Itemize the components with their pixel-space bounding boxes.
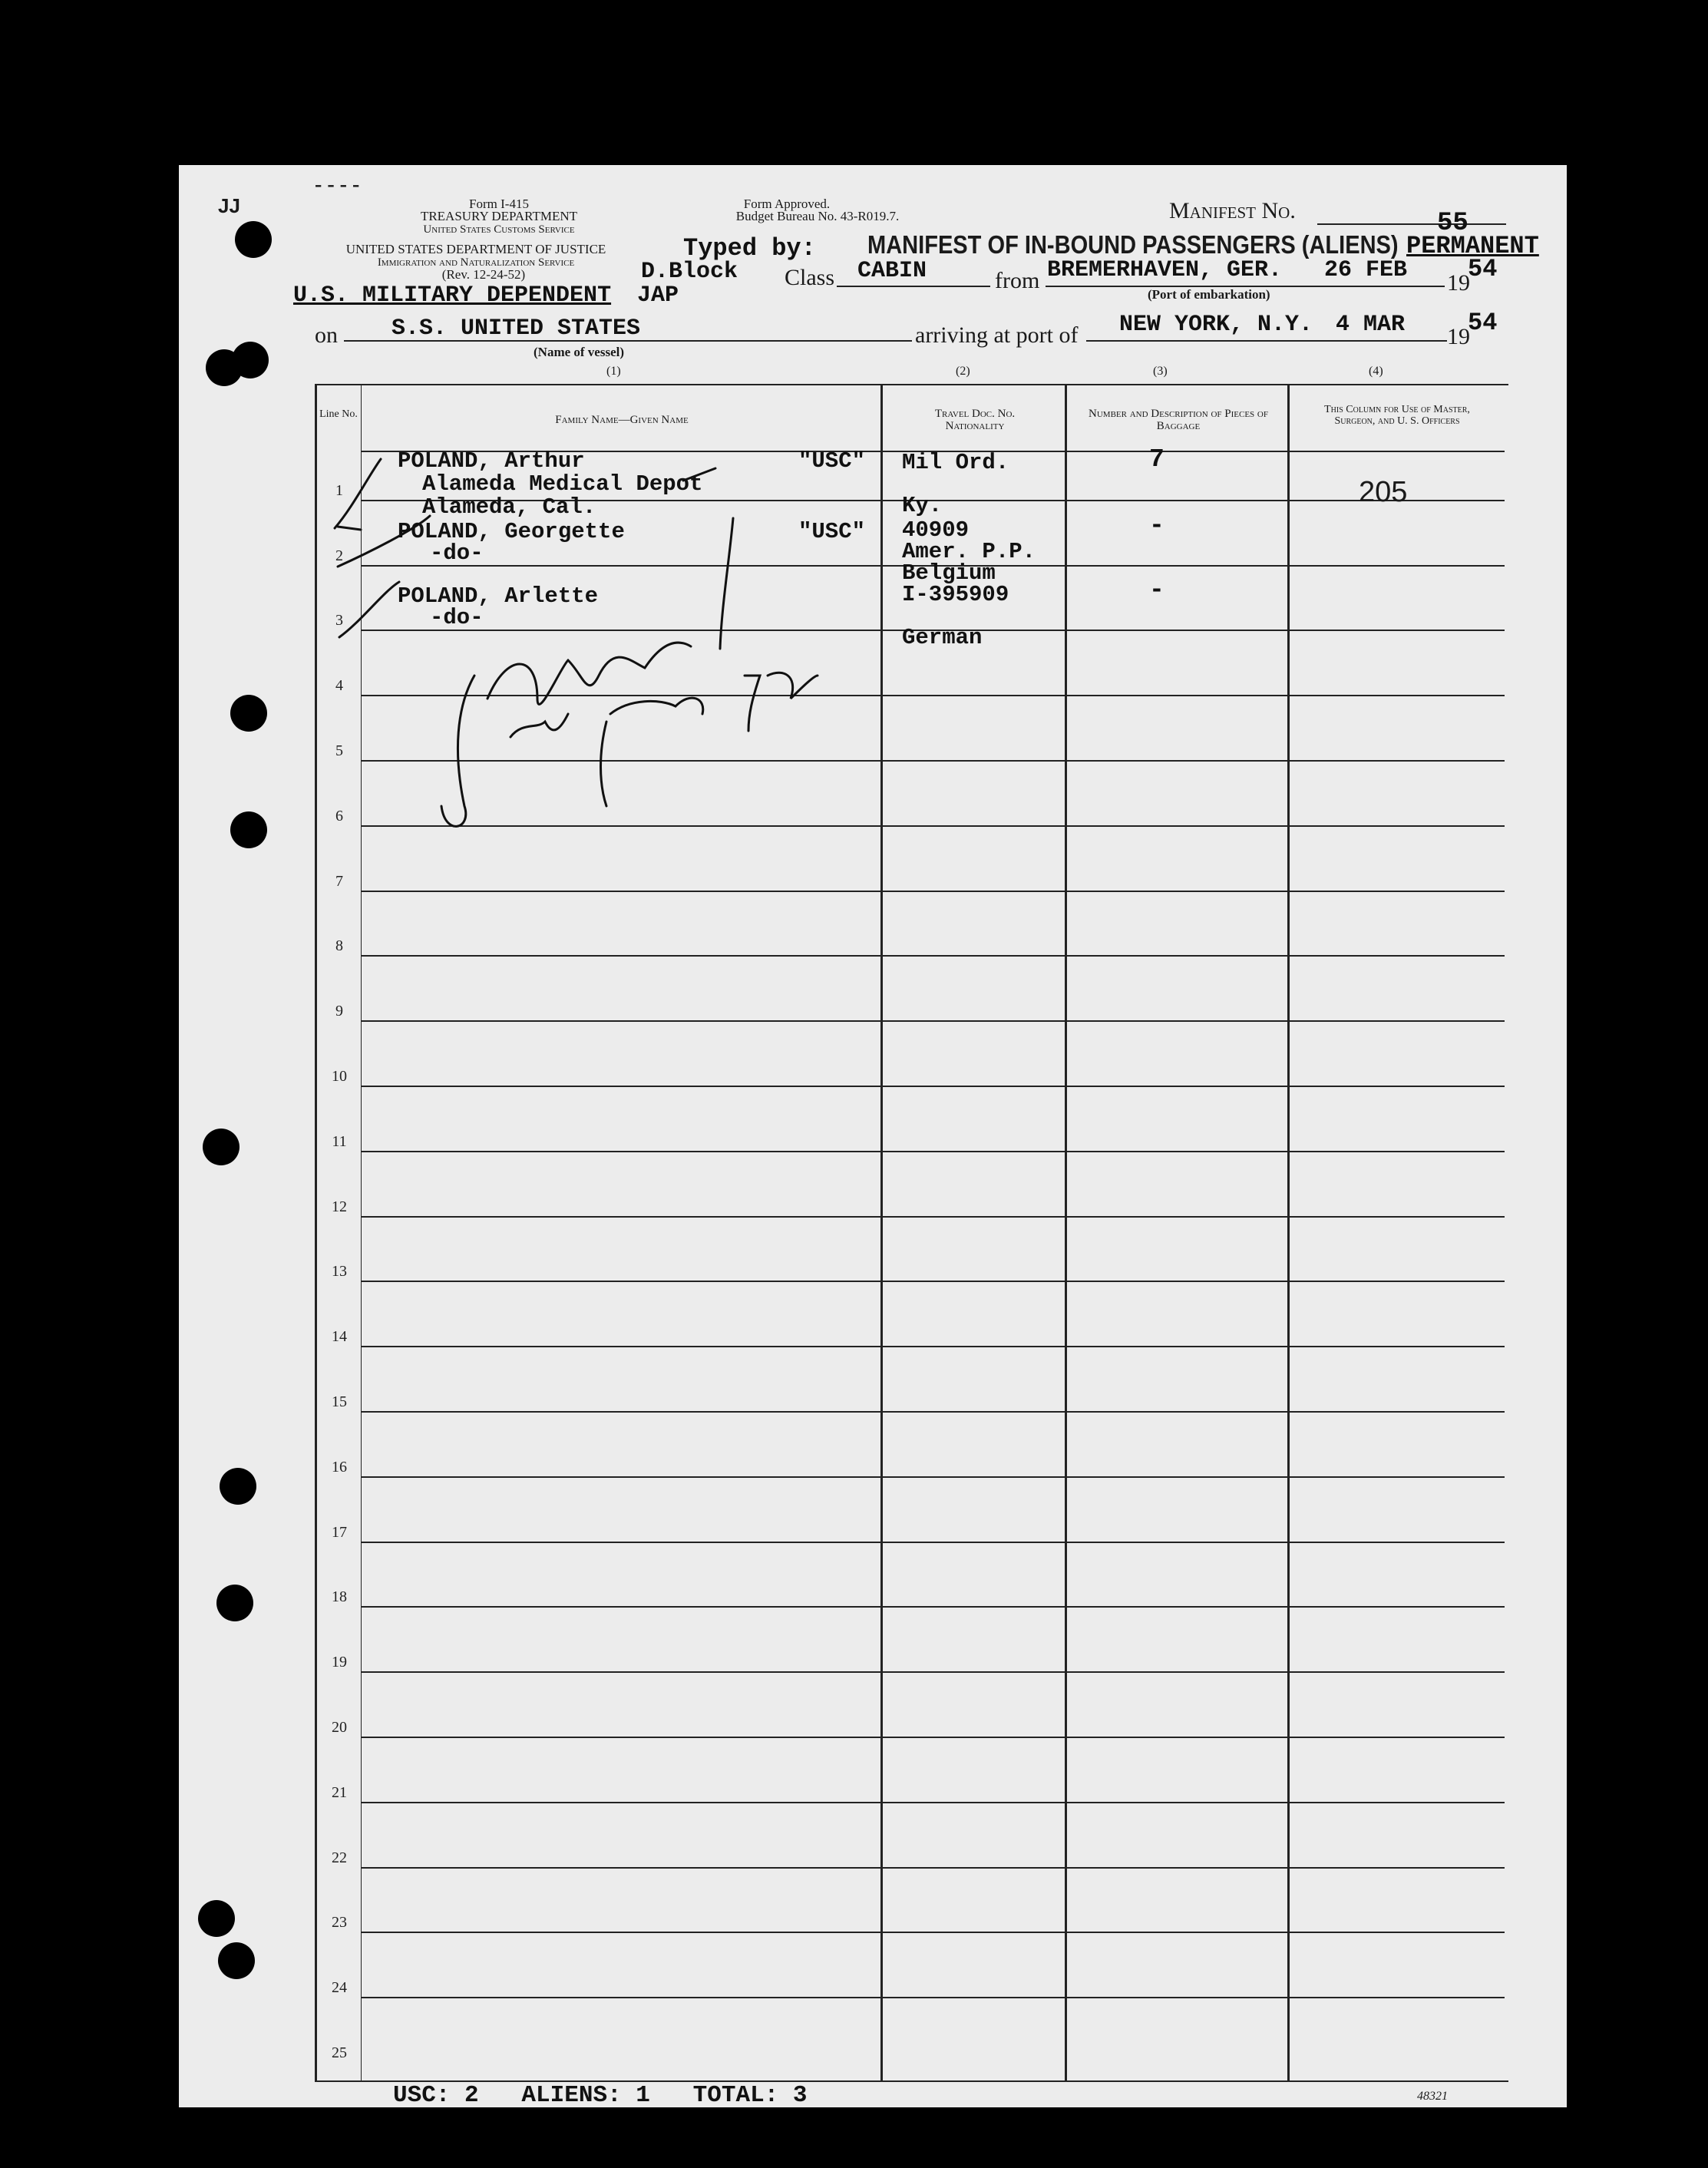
row-rule xyxy=(361,1216,1505,1218)
line-number: 19 xyxy=(332,1654,347,1671)
punch-hole xyxy=(230,695,267,732)
passenger-1-address-line-2: Alameda, Cal. xyxy=(422,494,596,520)
from-label: from xyxy=(995,268,1040,293)
line-number: 7 xyxy=(335,873,343,890)
passenger-1-baggage: 7 xyxy=(1149,445,1165,474)
row-rule xyxy=(361,1737,1505,1738)
row-rule xyxy=(361,1606,1505,1608)
passenger-2-doc-line-1: 40909 xyxy=(902,517,970,543)
column-1-number: (1) xyxy=(606,365,621,378)
row-rule xyxy=(361,1997,1505,1998)
travel-doc-header: Travel Doc. No. Nationality xyxy=(934,408,1016,432)
form-approved: Form Approved. xyxy=(743,197,831,211)
column-2-number: (2) xyxy=(956,365,970,378)
passenger-3-doc-line-1: I-395909 xyxy=(902,582,1009,607)
ins-label: Immigration and Naturalization Service xyxy=(377,256,575,269)
passenger-1-name: POLAND, Arthur xyxy=(398,448,585,474)
column-3-number: (3) xyxy=(1153,365,1168,378)
punch-hole xyxy=(198,1900,235,1937)
row-rule xyxy=(361,1346,1505,1347)
manifest-no: 55 xyxy=(1437,209,1468,238)
row-rule xyxy=(361,1802,1505,1803)
line-number: 9 xyxy=(335,1003,343,1020)
passenger-1-doc-line-1: Mil Ord. xyxy=(902,450,1009,475)
table-top-border xyxy=(315,384,1508,385)
passenger-2-baggage: - xyxy=(1149,511,1165,540)
line-number: 10 xyxy=(332,1068,347,1085)
row-rule xyxy=(361,1020,1505,1022)
year-prefix: 19 xyxy=(1447,270,1470,296)
line-number: 18 xyxy=(332,1588,347,1605)
manifest-no-label: Manifest No. xyxy=(1169,198,1296,223)
passenger-2-name: POLAND, Georgette xyxy=(398,519,625,544)
punch-hole xyxy=(232,342,269,378)
port-embarkation-caption: (Port of embarkation) xyxy=(1148,287,1270,302)
row-rule xyxy=(361,1932,1505,1933)
row-rule xyxy=(361,1086,1505,1087)
row-rule xyxy=(361,891,1505,892)
signature-name xyxy=(476,645,592,669)
line-number: 16 xyxy=(332,1459,347,1476)
line-number: 20 xyxy=(332,1719,347,1736)
passenger-1-doc-line-3: Ky. xyxy=(902,493,943,518)
form-number: Form I-415 xyxy=(469,197,529,211)
passenger-3-baggage: - xyxy=(1149,576,1165,604)
from-value: BREMERHAVEN, GER. xyxy=(1047,257,1283,283)
embarkation-year: 54 xyxy=(1468,255,1498,283)
line-number: 25 xyxy=(332,2044,347,2061)
arrival-line xyxy=(1086,340,1447,342)
embarkation-date: 26 FEB xyxy=(1324,257,1408,283)
arrival-year-prefix: 19 xyxy=(1447,324,1470,349)
passenger-1-address-line-1: Alameda Medical Depot xyxy=(422,471,703,497)
arrival-port: NEW YORK, N.Y. xyxy=(1119,312,1313,338)
rev-label: (Rev. 12-24-52) xyxy=(441,267,526,282)
line-number: 2 xyxy=(335,547,343,564)
line-number: 12 xyxy=(332,1198,347,1215)
manifest-title: MANIFEST OF IN-BOUND PASSENGERS (ALIENS) xyxy=(867,230,1399,259)
row-rule xyxy=(361,1411,1505,1413)
line-number: 4 xyxy=(335,677,343,694)
line-number: 3 xyxy=(335,612,343,629)
passenger-3-doc-line-3: German xyxy=(902,625,983,650)
line-number: 14 xyxy=(332,1328,347,1345)
line-number: 21 xyxy=(332,1784,347,1801)
line-number: 11 xyxy=(332,1133,347,1150)
passenger-2-doc-line-3: Belgium xyxy=(902,560,996,586)
passenger-2-address: -do- xyxy=(430,540,484,566)
row-rule xyxy=(361,955,1505,957)
dash-mark: - - - - xyxy=(315,173,360,197)
column-1-divider xyxy=(880,384,883,2080)
passenger-3-name: POLAND, Arlette xyxy=(398,583,599,609)
punch-hole xyxy=(220,1468,256,1505)
row-rule xyxy=(361,1671,1505,1673)
column-3-divider xyxy=(1287,384,1290,2080)
arrival-date: 4 MAR xyxy=(1336,312,1406,338)
customs-label: United States Customs Service xyxy=(423,223,575,236)
on-label: on xyxy=(315,322,338,348)
totals-summary: USC: 2 ALIENS: 1 TOTAL: 3 xyxy=(393,2082,808,2109)
budget-bureau: Budget Bureau No. 43-R019.7. xyxy=(735,209,900,223)
line-number: 17 xyxy=(332,1524,347,1541)
baggage-header: Number and Description of Pieces of Baggage xyxy=(1089,408,1268,432)
column-2-divider xyxy=(1065,384,1067,2080)
officers-header: This Column for Use of Master, Surgeon, and U. S. Officers xyxy=(1324,404,1470,427)
line-number: 13 xyxy=(332,1263,347,1280)
line-number: 15 xyxy=(332,1393,347,1410)
punch-hole xyxy=(216,1585,253,1621)
row-rule xyxy=(361,1867,1505,1869)
corner-mark: JJ xyxy=(218,194,240,217)
class-line xyxy=(837,286,990,287)
arriving-label: arriving at port of xyxy=(915,322,1079,348)
passenger-2-tag: "USC" xyxy=(798,519,866,544)
column-4-number: (4) xyxy=(1369,365,1383,378)
treasury-label: TREASURY DEPARTMENT xyxy=(420,209,578,223)
row-rule xyxy=(361,1151,1505,1152)
vessel-name: S.S. UNITED STATES xyxy=(391,316,641,342)
punch-hole xyxy=(218,1942,255,1979)
row-rule xyxy=(361,1476,1505,1478)
class-label: Class xyxy=(785,265,835,290)
line-number: 8 xyxy=(335,937,343,954)
passenger-1-tag: "USC" xyxy=(798,448,866,474)
category: U.S. MILITARY DEPENDENT xyxy=(293,283,612,309)
category-suffix: JAP xyxy=(637,283,679,309)
manifest-no-line xyxy=(1317,223,1506,225)
line-number: 1 xyxy=(335,482,343,499)
line-number: 23 xyxy=(332,1914,347,1931)
line-number: 24 xyxy=(332,1979,347,1996)
vessel-caption: (Name of vessel) xyxy=(534,345,625,359)
punch-hole xyxy=(203,1129,240,1165)
typed-by-label: Typed by: xyxy=(683,234,816,263)
line-number: 5 xyxy=(335,742,343,759)
class-value: CABIN xyxy=(857,258,927,284)
passenger-2-doc-line-2: Amer. P.P. xyxy=(902,539,1036,564)
line-number-header: Line No. xyxy=(319,408,358,420)
line-number: 6 xyxy=(335,808,343,825)
punch-hole xyxy=(230,811,267,848)
arrival-year: 54 xyxy=(1468,309,1498,337)
passenger-1-officer-number: 205 xyxy=(1359,476,1408,508)
punch-hole xyxy=(235,221,272,258)
passenger-3-address: -do- xyxy=(430,605,484,630)
typist-name: D.Block xyxy=(641,259,738,285)
row-rule xyxy=(361,1542,1505,1543)
permanent-label: PERMANENT xyxy=(1406,232,1539,260)
form-code: 48321 xyxy=(1417,2090,1448,2103)
justice-label: UNITED STATES DEPARTMENT OF JUSTICE xyxy=(345,242,606,256)
row-rule xyxy=(361,1281,1505,1282)
name-header: Family Name—Given Name xyxy=(555,414,689,426)
line-number: 22 xyxy=(332,1849,347,1866)
